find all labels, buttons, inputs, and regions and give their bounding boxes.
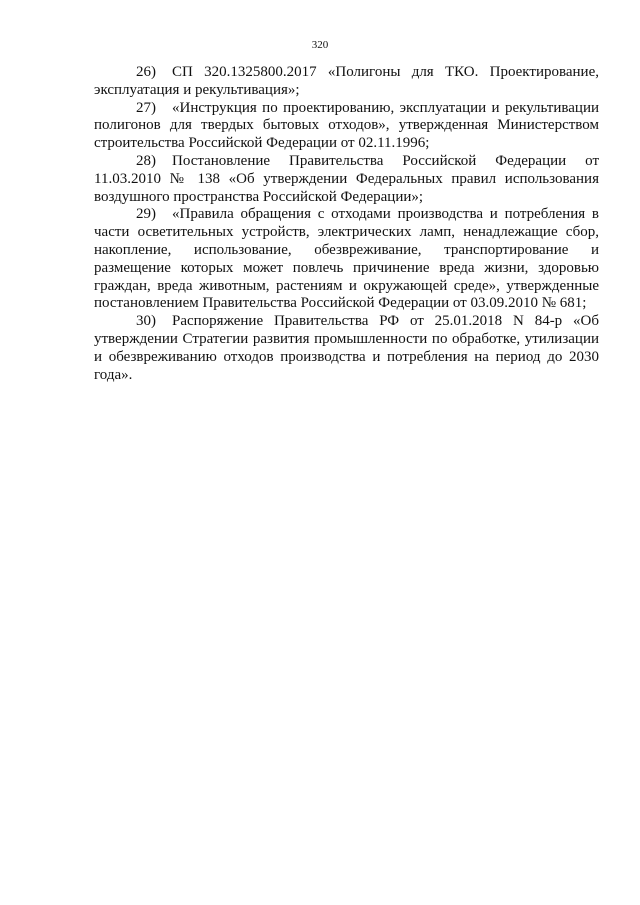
item-number: 27) — [136, 99, 156, 116]
document-body — [94, 64, 599, 384]
item-text: Распоряжение Правительства РФ от 25.01.2018 N 84-р «Об утверждении Стратегии развития промышленности по обработке, утилизации и обезвреживанию отходов производства и потребления на период до 2030 года». — [94, 313, 599, 383]
item-number: 30) — [136, 313, 156, 330]
page-number: 320 — [311, 39, 329, 51]
item-text: СП 320.1325800.2017 «Полигоны для ТКО. Проектирование, эксплуатация и рекультивация»; — [94, 64, 599, 98]
item-text: Постановление Правительства Российской Федерации от 11.03.2010 № 138 «Об утверждении Федеральных правил использования воздушного пространства Российской Федерации»; — [94, 152, 599, 205]
list-item — [94, 206, 599, 313]
list-item — [94, 313, 599, 384]
item-number: 29) — [136, 206, 156, 223]
list-item — [94, 100, 599, 153]
list-item — [94, 64, 599, 100]
item-number: 26) — [136, 64, 156, 80]
item-text: «Правила обращения с отходами производства и потребления в части осветительных устройств, электрических ламп, ненадлежащие сбор, накопление, использование, обезвреживание, транспортирование и размещение которых может повлечь причинение вреда жизни, здоровью граждан, вреда животным, растениям и окружающей среде», утвержденные постановлением Правительства Российской Федерации от 03.09.2010 № 681; — [94, 206, 599, 312]
list-item — [94, 153, 599, 206]
item-text: «Инструкция по проектированию, эксплуатации и рекультивации полигонов для твердых бытовых отходов», утвержденная Министерством строительства Российской Федерации от 02.11.1996; — [94, 99, 599, 152]
item-number: 28) — [136, 152, 156, 169]
